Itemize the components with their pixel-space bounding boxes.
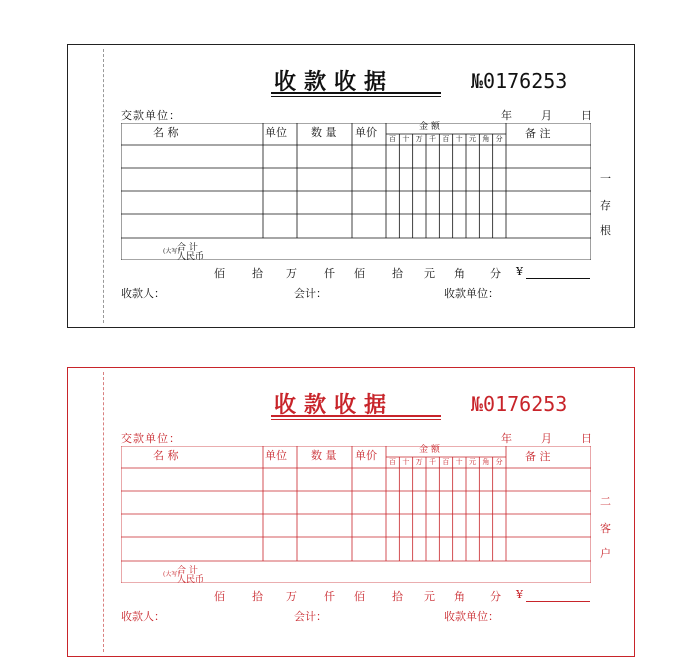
amount-word-2: 万 (286, 590, 297, 603)
col-header-amount: 金 额 (419, 445, 440, 455)
copy-label-char-2: 存 (600, 199, 611, 212)
digit-unit-5: 十 (455, 458, 463, 466)
serial-number: №0176253 (471, 392, 568, 416)
amount-word-7: 角 (454, 590, 465, 603)
digit-unit-8: 分 (495, 458, 503, 466)
digit-unit-7: 角 (482, 135, 490, 143)
serial-number: №0176253 (471, 69, 568, 93)
col-header-price: 单价 (355, 449, 377, 462)
payer-label: 交款单位： (121, 432, 181, 445)
payer-label: 交款单位： (121, 109, 181, 122)
col-header-qty: 数 量 (311, 126, 337, 139)
accountant-label: 会计： (294, 610, 327, 623)
copy-label-char-3: 户 (600, 547, 611, 560)
item-table (121, 123, 591, 260)
amount-word-4: 佰 (354, 267, 365, 280)
yen-amount-line (526, 601, 590, 602)
title-underline (271, 415, 441, 417)
col-header-name: 名 称 (153, 126, 179, 139)
digit-unit-6: 元 (469, 458, 476, 466)
perforation-line (103, 372, 104, 652)
form-title: 收款收据 (274, 392, 395, 418)
col-header-remark: 备 注 (525, 450, 551, 463)
amount-word-8: 分 (490, 590, 501, 603)
receipt-form-customer (67, 367, 635, 657)
total-label: 合 计 (177, 566, 198, 576)
amount-word-6: 元 (424, 590, 435, 603)
form-title: 收款收据 (274, 69, 395, 95)
col-header-unit: 单位 (265, 449, 287, 462)
amount-word-5: 拾 (392, 590, 403, 603)
yen-symbol: ¥ (516, 588, 523, 601)
digit-unit-0: 百 (389, 135, 396, 143)
date-day-label: 日 (581, 109, 592, 122)
date-month-label: 月 (541, 109, 552, 122)
title-underline-thin (271, 96, 441, 97)
date-year-label: 年 (501, 109, 512, 122)
digit-unit-6: 元 (469, 135, 476, 143)
rmb-label: 人民币 (177, 575, 205, 585)
amount-word-0: 佰 (214, 590, 225, 603)
date-month-label: 月 (541, 432, 552, 445)
receiver-unit-label: 收款单位： (444, 287, 499, 300)
title-underline (271, 92, 441, 94)
digit-unit-5: 十 (455, 135, 463, 143)
rmb-label: 人民币 (177, 252, 205, 262)
amount-word-1: 拾 (252, 590, 263, 603)
copy-label-char-2: 客 (600, 522, 611, 535)
col-header-unit: 单位 (265, 126, 287, 139)
digit-unit-4: 百 (442, 135, 450, 143)
date-year-label: 年 (501, 432, 512, 445)
copy-label-char-1: 一 (600, 172, 611, 185)
col-header-amount: 金 额 (419, 122, 440, 132)
title-underline-thin (271, 419, 441, 420)
receiver-unit-label: 收款单位： (444, 610, 499, 623)
digit-unit-0: 百 (389, 458, 396, 466)
digit-unit-1: 十 (402, 135, 410, 143)
digit-unit-2: 万 (415, 135, 423, 143)
digit-unit-7: 角 (482, 458, 490, 466)
date-day-label: 日 (581, 432, 592, 445)
payee-label: 收款人： (121, 287, 165, 300)
col-header-remark: 备 注 (525, 127, 551, 140)
amount-word-3: 仟 (324, 267, 335, 280)
amount-word-5: 拾 (392, 267, 403, 280)
table-grid-lines (121, 446, 591, 583)
digit-unit-2: 万 (415, 458, 423, 466)
amount-word-6: 元 (424, 267, 435, 280)
digit-unit-3: 千 (429, 135, 436, 143)
perforation-line (103, 49, 104, 323)
amount-word-0: 佰 (214, 267, 225, 280)
yen-amount-line (526, 278, 590, 279)
digit-unit-1: 十 (402, 458, 410, 466)
amount-word-7: 角 (454, 267, 465, 280)
amount-word-3: 仟 (324, 590, 335, 603)
payee-label: 收款人： (121, 610, 165, 623)
copy-label-char-1: 二 (600, 495, 611, 508)
item-table (121, 446, 591, 583)
digit-unit-3: 千 (429, 458, 436, 466)
amount-word-4: 佰 (354, 590, 365, 603)
col-header-qty: 数 量 (311, 449, 337, 462)
digit-unit-8: 分 (495, 135, 503, 143)
total-label: 合 计 (177, 243, 198, 253)
amount-word-1: 拾 (252, 267, 263, 280)
table-grid-lines (121, 123, 591, 260)
amount-word-2: 万 (286, 267, 297, 280)
rmb-uppercase-note: (大写) (163, 571, 180, 578)
copy-label-char-3: 根 (600, 224, 611, 237)
receipt-form-stub (67, 44, 635, 328)
col-header-name: 名 称 (153, 449, 179, 462)
digit-unit-4: 百 (442, 458, 450, 466)
yen-symbol: ¥ (516, 265, 523, 278)
col-header-price: 单价 (355, 126, 377, 139)
amount-word-8: 分 (490, 267, 501, 280)
accountant-label: 会计： (294, 287, 327, 300)
rmb-uppercase-note: (大写) (163, 248, 180, 255)
